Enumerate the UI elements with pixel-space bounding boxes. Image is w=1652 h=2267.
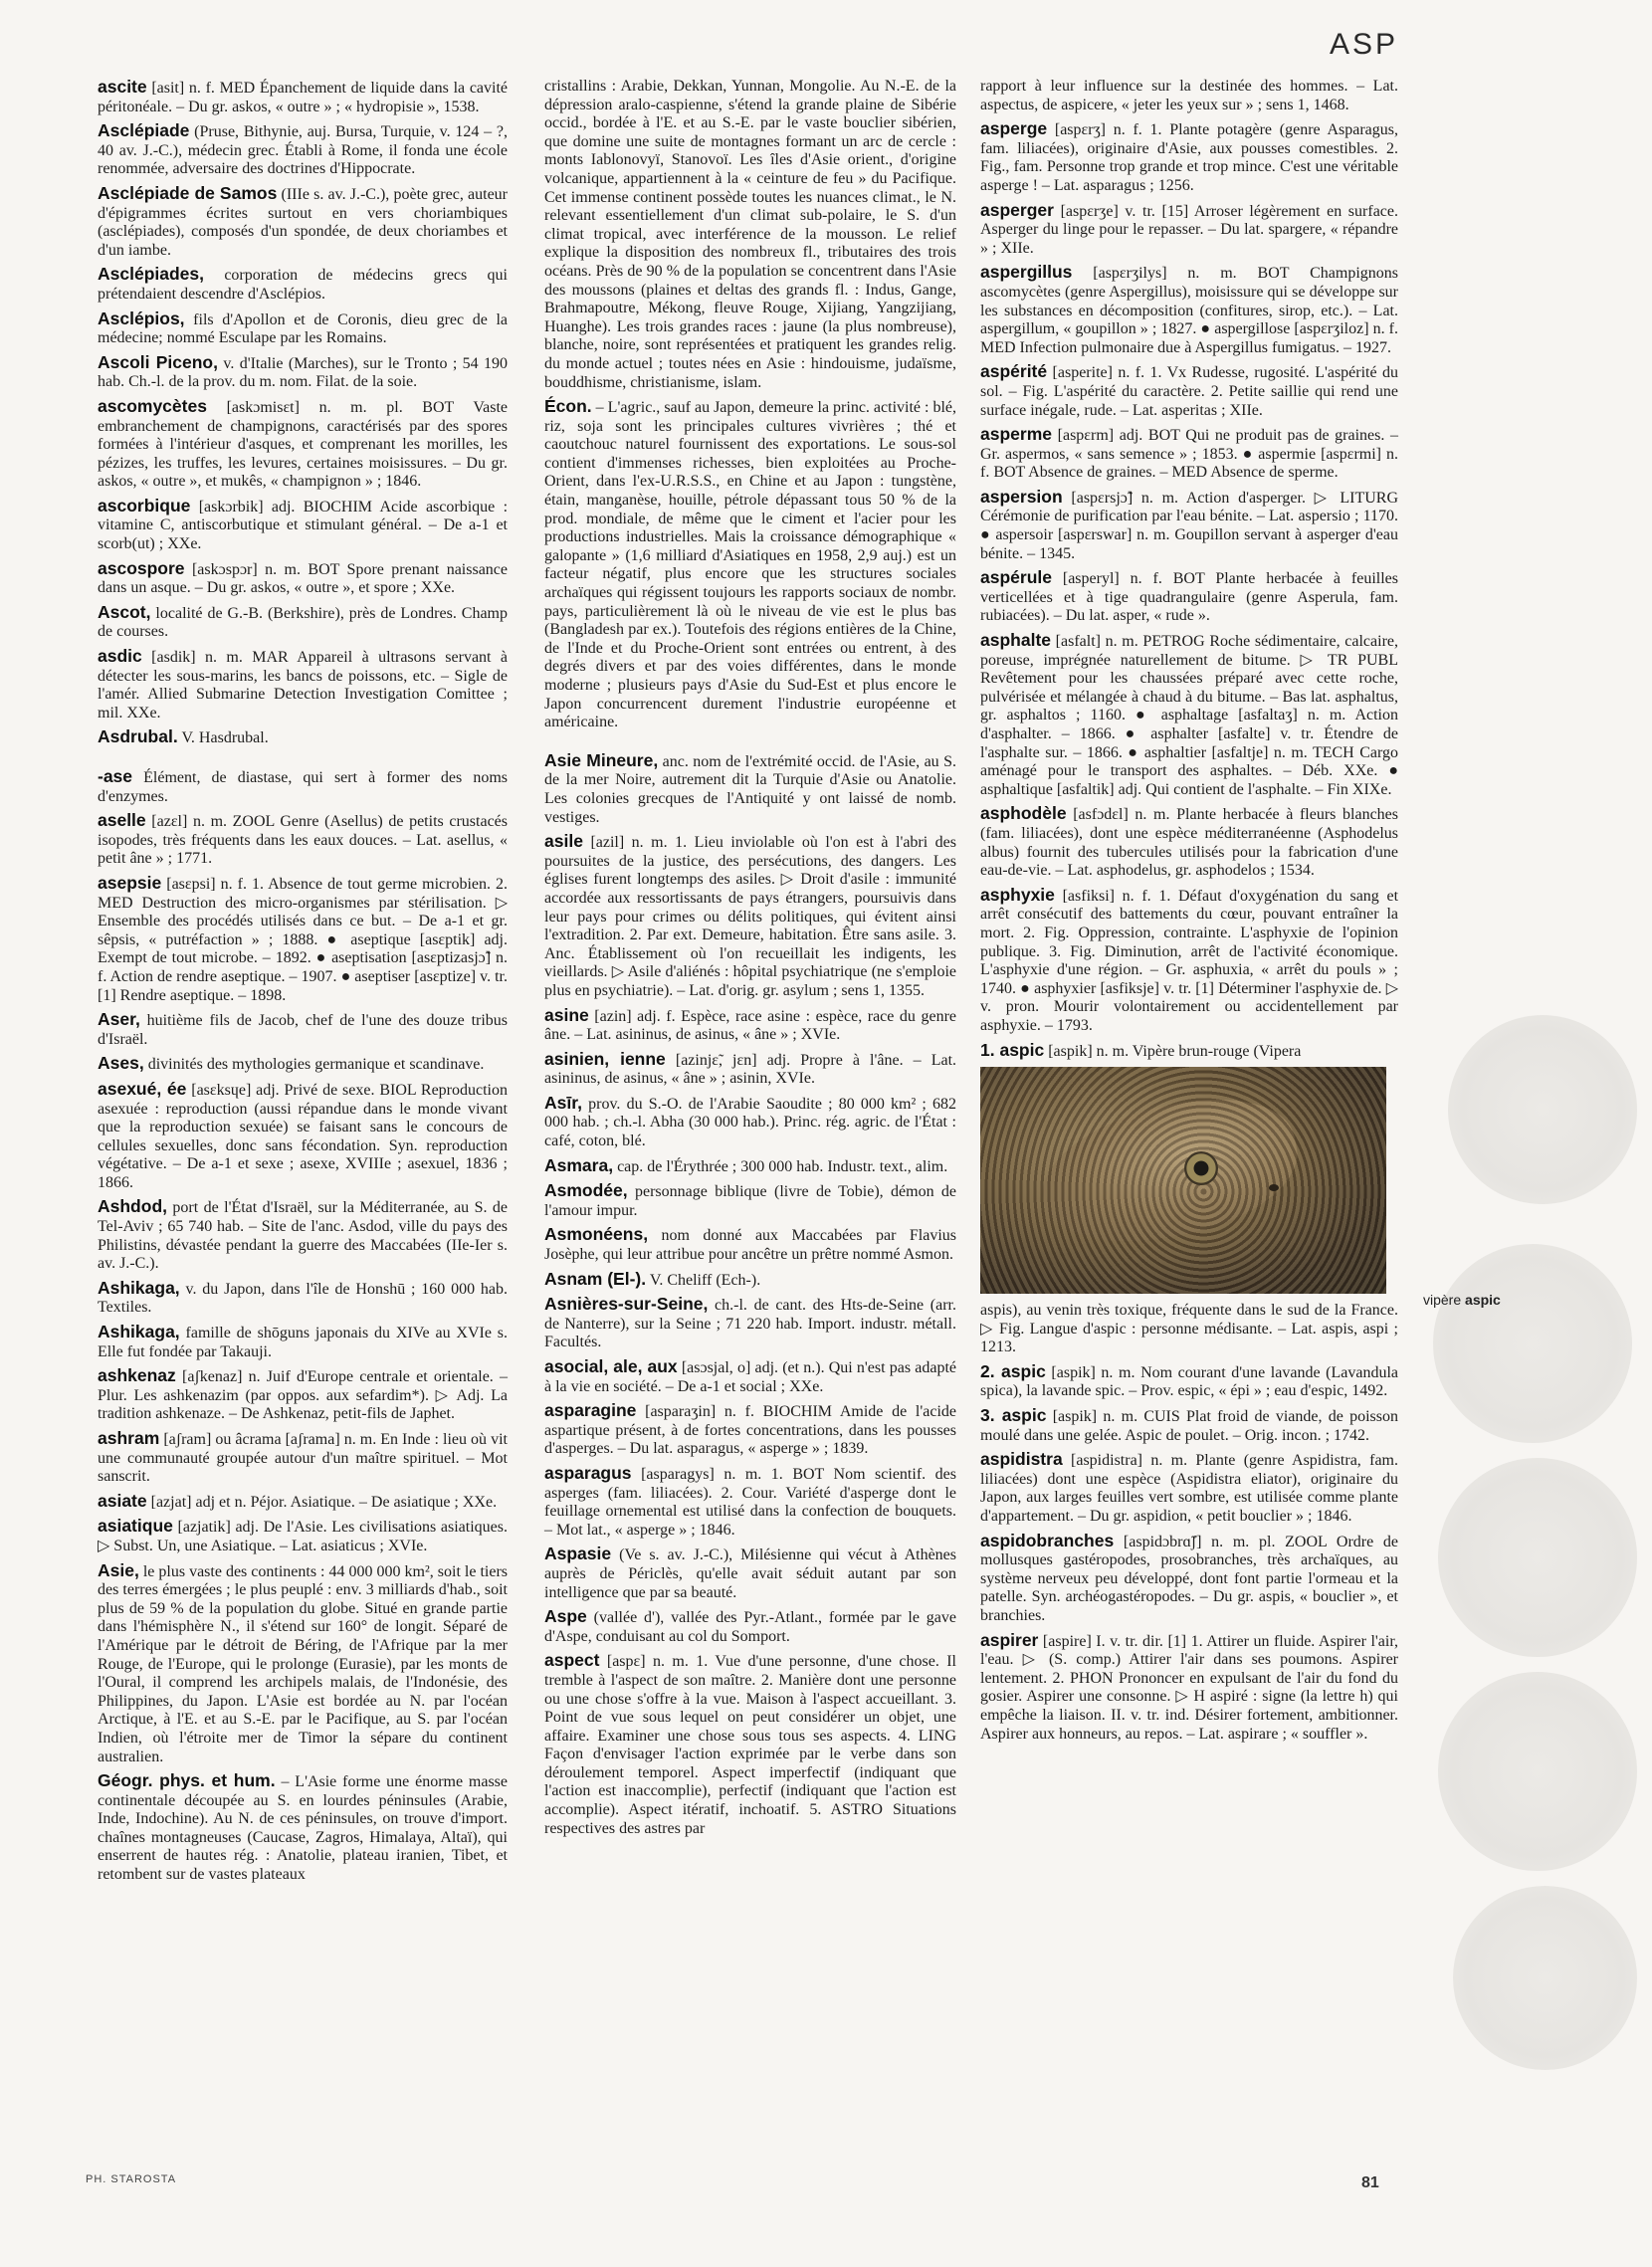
entry-definition: divinités des mythologies germanique et scandinave. xyxy=(147,1056,485,1074)
dictionary-entry xyxy=(980,1532,1398,1626)
entry-definition: [asdik] n. m. MAR Appareil à ultrasons servant à détecter les sous-marins, les bancs de poissons, etc. – Sigle de l'amér. Allied Submarine Detection Investigation Comittee ; mil. XXe. xyxy=(98,649,508,721)
entry-headword: asepsie xyxy=(98,872,162,893)
column-1 xyxy=(98,78,508,1890)
entry-headword: aspersion xyxy=(980,486,1063,507)
dictionary-entry xyxy=(980,119,1398,195)
entry-definition: (Pruse, Bithynie, auj. Bursa, Turquie, v. 124 – ?, 40 av. J.-C.), médecin grec. Établi à Rome, il fonda une école renommée, adversaire des doctrines d'Hippocrate. xyxy=(98,123,508,178)
entry-definition: [aspɛrʒe] v. tr. [15] Arroser légèrement en surface. Asperger du linge pour le repasser. – Du lat. spargere, « répandre » ; XIIe. xyxy=(980,202,1398,257)
entry-definition: anc. nom de l'extrémité occid. de l'Asie, au S. de la mer Noire, autrement dit la Turquie d'Asie ou Anatolie. Les colonies grecques de l'Antiquité y ont laissé de nomb. vestiges. xyxy=(544,752,956,826)
entry-headword: asexué, ée xyxy=(98,1078,187,1099)
dictionary-entry xyxy=(980,886,1398,1036)
entry-headword: asperger xyxy=(980,199,1054,220)
entry-headword: asiatique xyxy=(98,1516,173,1537)
dictionary-entry xyxy=(98,353,508,392)
dictionary-entry xyxy=(980,1631,1398,1745)
entry-definition: [asfɔdɛl] n. m. Plante herbacée à fleurs blanches (fam. liliacées), dont une espèce méditerranéenne (Asphodelus albus) fournit des tubercules utilisés pour la fabrication d'une eau-de-vie. – Lat. asphodelus, gr. asphodelos ; 1534. xyxy=(980,806,1399,880)
dictionary-entry xyxy=(98,767,508,806)
entry-headword: Asnam (El-). xyxy=(544,1268,647,1289)
dictionary-entry xyxy=(544,751,956,827)
entry-headword: asphyxie xyxy=(980,884,1055,905)
dictionary-entry xyxy=(544,1607,956,1646)
entry-definition: [aspɛrm] adj. BOT Qui ne produit pas de graines. – Gr. aspermos, « sans semence » ; 1853. ● aspermie [aspɛrmi] n. f. BOT Absence de graines. – MED Absence de sperme. xyxy=(980,427,1399,482)
snake-scales xyxy=(980,1067,1386,1294)
dictionary-entry xyxy=(980,568,1398,626)
entry-headword: asparagine xyxy=(544,1400,637,1421)
entry-headword: ascospore xyxy=(98,557,185,578)
entry-definition: [azjat] adj et n. Péjor. Asiatique. – De asiatique ; XXe. xyxy=(150,1493,498,1511)
entry-definition: localité de G.-B. (Berkshire), près de Londres. Champ de courses. xyxy=(98,604,508,641)
dictionary-entry xyxy=(98,647,508,722)
entry-definition: [aspidɔbrɑ̃ʃ] n. m. pl. ZOOL Ordre de mollusques gastéropodes, prosobranches, très archaïques, au système nerveux peu développé, dont font partie l'ormeau et la patelle. Syn. archéogastéropodes. – Du gr. aspis, « bouclier », et branchies. xyxy=(980,1533,1399,1624)
entry-definition: V. Cheliff (Ech-). xyxy=(649,1271,761,1289)
entry-headword: aspérule xyxy=(980,567,1052,588)
entry-headword: asperme xyxy=(980,424,1052,445)
entry-definition: [asparagys] n. m. 1. BOT Nom scientif. des asperges (fam. liliacées). 2. Cour. Variété d'asperge dont le feuillage ornemental est utilisé dans la confection de bouquets. – Mot lat., « asperge » ; 1846. xyxy=(544,1465,956,1539)
entry-headword: ascite xyxy=(98,77,147,97)
entry-headword: -ase xyxy=(98,766,133,786)
entry-headword: asine xyxy=(544,1004,589,1025)
dictionary-entry xyxy=(544,1270,956,1291)
dictionary-entry xyxy=(98,78,508,116)
entry-headword: asphodèle xyxy=(980,803,1067,824)
entry-definition: [asɛpsi] n. f. 1. Absence de tout germe microbien. 2. MED Destruction des micro-organismes par stérilisation. ▷ Ensemble des procédés utilisés dans ce but. – De a-1 et gr. sêpsis, « putréfaction » ; 1888. ● aseptique [asɛptik] adj. Exempt de tout microbe. – 1892. ● aseptisation [asɛptizasjɔ̃] n. f. Action de rendre aseptique. – 1907. ● aseptiser [asɛptize] v. tr. [1] Rendre aseptique. – 1898. xyxy=(98,875,509,1004)
dictionary-entry xyxy=(98,1366,508,1424)
entry-definition: [askɔrbik] adj. BIOCHIM Acide ascorbique : vitamine C, antiscorbutique et stimulant général. – De a-1 et scorb(ut) ; XXe. xyxy=(98,498,509,553)
dictionary-entry xyxy=(98,265,508,304)
dictionary-entry xyxy=(980,488,1398,563)
dictionary-entry xyxy=(98,1054,508,1075)
entry-definition: [azjatik] adj. De l'Asie. Les civilisations asiatiques. ▷ Subst. Un, une Asiatique. – Lat. asiaticus ; XVIe. xyxy=(98,1519,508,1554)
entry-definition: – L'Asie forme une énorme masse continentale découpée au S. en lourdes péninsules (Arabie, Inde, Indochine). Au N. de ces péninsules, on trouve d'import. chaînes montagneuses (Caucase, Zagros, Himalaya, Altaï), qui enserrent de hautes rég. : Anatolie, plateau iranien, Tibet, et retombent sur de vastes plateaux xyxy=(98,1773,509,1884)
dictionary-entry xyxy=(98,1429,508,1487)
dictionary-entry xyxy=(98,309,508,348)
entry-definition: aspis), au venin très toxique, fréquente dans le sud de la France. ▷ Fig. Langue d'aspic : personne médisante. – Lat. aspis, aspi ; 1213. xyxy=(980,1302,1398,1356)
entry-headword: aspidistra xyxy=(980,1449,1063,1470)
entry-headword: Asclépiade xyxy=(98,120,190,141)
entry-definition: [asfalt] n. m. PETROG Roche sédimentaire, calcaire, poreuse, imprégnée naturellement de bitume. ▷ TR PUBL Revêtement pour les chaussées préparé avec cette roche, pulvérisée et mélangée à chaud à du bitume. – Bas lat. asphaltus, gr. asphaltos ; 1160. ● asphaltage [asfaltaʒ] n. m. Action d'asphalter. – 1866. ● asphalter [asfalte] v. tr. Étendre de l'asphalte sur. – 1866. ● asphaltier [asfaltje] n. m. TECH Cargo aménagé pour le transport des asphaltes. – Déb. XXe. ● asphaltique [asfaltik] adj. Qui contient de l'asphalte. – Fin XIXe. xyxy=(980,633,1398,798)
watermark-seal xyxy=(1448,1015,1637,1204)
entry-headword: 3. aspic xyxy=(980,1405,1047,1426)
entry-definition: [asparaʒin] n. f. BIOCHIM Amide de l'acide aspartique présent, à de fortes concentrations, dans les pousses d'asperges. – Du lat. asparagus, « asperge » ; 1839. xyxy=(544,1403,956,1458)
dictionary-entry xyxy=(544,1094,956,1151)
dictionary-entry xyxy=(98,727,508,748)
entry-definition: (IIIe s. av. J.-C.), poète grec, auteur d'épigrammes écrites surtout en vers choriambiques (asclépiades), composés d'un spondée, de deux choriambes et d'un iambe. xyxy=(98,185,508,259)
entry-definition: [aspik] n. m. Vipère brun-rouge (Vipera xyxy=(1048,1042,1302,1060)
caption-prefix: vipère xyxy=(1423,1292,1462,1308)
entry-headword: Asie, xyxy=(98,1559,139,1580)
entry-headword: Asie Mineure, xyxy=(544,749,659,770)
dictionary-entry xyxy=(544,1401,956,1459)
entry-headword: Asmonéens, xyxy=(544,1224,649,1245)
entry-definition: [azin] adj. f. Espèce, race asine : espèce, race du genre âne. – Lat. asininus, de asinus, « âne » ; XVIe. xyxy=(544,1007,956,1044)
spacer xyxy=(98,753,508,767)
dictionary-entry xyxy=(980,78,1398,114)
entry-definition: [azɛl] n. m. ZOOL Genre (Asellus) de petits crustacés isopodes, très fréquents dans les eaux douces. – Lat. asellus, « petit âne » ; 1771. xyxy=(98,813,509,868)
entry-headword: Ashdod, xyxy=(98,1196,167,1217)
spacer xyxy=(544,737,956,751)
entry-definition: fils d'Apollon et de Coronis, dieu grec de la médecine; nommé Esculape par les Romains. xyxy=(98,310,508,347)
entry-definition: [askɔspɔr] n. m. BOT Spore prenant naissance dans un asque. – Du gr. askos, « outre », et spore ; XXe. xyxy=(98,560,508,597)
watermark-seal xyxy=(1438,1458,1637,1657)
entry-headword: Écon. xyxy=(544,396,592,417)
entry-headword: Aspasie xyxy=(544,1544,612,1564)
entry-definition: cristallins : Arabie, Dekkan, Yunnan, Mongolie. Au N.-E. de la dépression aralo-caspienne, s'étend la grande plaine de Sibérie occid., bordée à l'E. et au S.-E. par le vaste bouclier sibérien, que domine une suite de montagnes formant un arc de cercle : monts Iablonovyï, Stanovoï. Les îles d'Asie orient., d'origine volcanique, appartiennent à la « ceinture de feu » du Pacifique. Cet immense continent possède toutes les nuances climat., le N. relevant essentiellement d'un climat sub-polaire, le S. d'un climat tropical, avec interférence de la mousson. Le relief explique la disposition des nombreux fl., tributaires des trois océans. Près de 90 % de la population se concentrent dans l'Asie des moussons (plaines et deltas des grands fl. : Indus, Gange, Brahmapoutre, Mékong, fleuve Rouge, Xijiang, Yangzijiang, Huanghe). Les trois grandes races : jaune (la plus nombreuse), blanche, noire, sont représentées et pratiquent les grandes relig. du monde actuel ; toutes nées en Asie : hindouisme, judaïsme, bouddhisme, christianisme, islam. xyxy=(544,78,956,391)
entry-headword: Ascoli Piceno, xyxy=(98,351,218,372)
dictionary-entry xyxy=(980,1302,1398,1357)
dictionary-entry xyxy=(980,631,1398,799)
dictionary-entry xyxy=(98,1197,508,1273)
dictionary-entry xyxy=(544,832,956,1000)
entry-definition: [asperyl] n. f. BOT Plante herbacée à feuilles verticellées et à tige quadrangulaire (genre Asperula, fam. rubiacées). – Du lat. asper, « rude ». xyxy=(980,570,1399,625)
entry-definition: [aʃram] ou âcrama [aʃrama] n. m. En Inde : lieu où vit une communauté groupée autour d'un maître spirituel. – Mot sanscrit. xyxy=(98,1431,508,1486)
entry-definition: [aspidistra] n. m. Plante (genre Aspidistra, fam. liliacées) dont une espèce (Aspidistra eliator), originaire du Japon, aux larges feuilles vert sombre, est utilisée comme plante d'appartement. – Du gr. aspidion, « petit bouclier » ; 1846. xyxy=(980,1452,1398,1526)
entry-definition: nom donné aux Maccabées par Flavius Josèphe, qui leur attribue pour ancêtre un prêtre nommé Asmon. xyxy=(544,1227,956,1264)
entry-definition: [aspire] I. v. tr. dir. [1] 1. Attirer un fluide. Aspirer l'air, l'eau. ▷ (S. comp.) Attirer l'air dans ses poumons. Aspirer lentement. 2. PHON Prononcer en expulsant de l'air du fond du gosier. Aspirer une consonne. ▷ H aspiré : signe (la lettre h) qui empêche la liaison. II. v. tr. ind. Désirer fortement, ambitionner. Aspirer aux honneurs, au repos. – Lat. aspirare ; « souffler ». xyxy=(980,1632,1398,1743)
dictionary-entry xyxy=(980,1450,1398,1526)
dictionary-entry xyxy=(544,1181,956,1220)
dictionary-entry xyxy=(980,201,1398,259)
entry-definition: personnage biblique (livre de Tobie), démon de l'amour impur. xyxy=(544,1183,957,1219)
dictionary-entry xyxy=(98,874,508,1005)
entry-headword: Asīr, xyxy=(544,1092,582,1113)
dictionary-entry xyxy=(544,1464,956,1540)
entry-headword: 2. aspic xyxy=(980,1360,1046,1381)
dictionary-entry xyxy=(544,1545,956,1602)
entry-headword: aspérité xyxy=(980,361,1048,382)
dictionary-entry xyxy=(98,603,508,642)
entry-definition: ch.-l. de cant. des Hts-de-Seine (arr. de Nanterre), sur la Seine ; 71 220 hab. Import. industr. métall. Facultés. xyxy=(544,1297,956,1351)
entry-headword: asphalte xyxy=(980,630,1051,651)
dictionary-entry xyxy=(980,425,1398,483)
entry-headword: asperge xyxy=(980,118,1048,139)
entry-definition: [asit] n. f. MED Épanchement de liquide dans la cavité péritonéale. – Du gr. askos, « outre » ; « hydropisie », 1538. xyxy=(98,80,509,115)
dictionary-entry xyxy=(544,397,956,732)
entry-headword: aspirer xyxy=(980,1629,1039,1650)
dictionary-entry xyxy=(980,1406,1398,1445)
dictionary-entry xyxy=(98,1080,508,1193)
entry-definition: [askɔmisɛt] n. m. pl. BOT Vaste embranchement de champignons, caractérisés par des spores formées à l'intérieur d'asques, et comprenant les morilles, les pézizes, les truffes, les levures, certaines moisissures. – Du gr. askos, « outre », et mukês, « champignon » ; 1846. xyxy=(98,398,508,491)
entry-headword: asinien, ienne xyxy=(544,1048,666,1069)
entry-definition: – L'agric., sauf au Japon, demeure la princ. activité : blé, riz, soja sont les principales cultures vivrières ; thé et caoutchouc naturel fournissent des exportations. Le sous-sol contient d'immenses richesses, bien exploitées au Proche-Orient, dans l'ex-U.R.S.S., en Chine et au Japon : tungstène, étain, manganèse, houille, pétrole dépassant tous 50 % de la prod. mondiale, de même que le ciment et l'acier pour les productions industrielles. Mais la croissance démographique « galopante » (1,6 milliard d'Asiatiques en 1958, 2,9 auj.) est un facteur négatif, plus encore que les structures sociales archaïques qui régissent toujours les rapports sociaux de nombr. pays, particulièrement là où le niveau de vie est le plus bas (Bangladesh par ex.). Toutefois des régions entières de la Chine, de l'Inde et du Proche-Orient sont entrées ou entrent, à des degrés divers et par des voies différentes, dans le monde moderne ; plusieurs pays d'Asie du Sud-Est et plus encore le Japon concurrencent durement l'industrie européenne et américaine. xyxy=(544,399,957,731)
entry-headword: ashkenaz xyxy=(98,1365,176,1386)
watermark-seal xyxy=(1438,1672,1637,1871)
dictionary-entry xyxy=(98,397,508,492)
entry-definition: port de l'État d'Israël, sur la Méditerranée, au S. de Tel-Aviv ; 65 740 hab. – Site de l'anc. Asdod, ville du pays des Philistins, dévastée pendant la guerre des Maccabées (IIe-Ier s. av. J.-C.). xyxy=(98,1199,509,1273)
watermark-seal xyxy=(1453,1886,1637,2070)
entry-definition: [aspɛrsjɔ̃] n. m. Action d'asperger. ▷ LITURG Cérémonie de purification par l'eau bénite. – Lat. aspersio ; 1170. ● aspersoir [aspɛrswar] n. m. Goupillon servant à asperger d'eau bénite. – 1345. xyxy=(980,489,1399,562)
dictionary-entry xyxy=(980,1041,1398,1062)
entry-definition: (vallée d'), vallée des Pyr.-Atlant., formée par le gave d'Aspe, conduisant au col du Somport. xyxy=(544,1609,957,1645)
dictionary-entry xyxy=(98,1279,508,1318)
entry-headword: asocial, ale, aux xyxy=(544,1356,678,1376)
entry-definition: Élément, de diastase, qui sert à former des noms d'enzymes. xyxy=(98,769,509,805)
entry-headword: Asmara, xyxy=(544,1154,614,1175)
entry-headword: Asclépiade de Samos xyxy=(98,182,278,203)
entry-headword: Asclépios, xyxy=(98,308,185,328)
entry-definition: [asɔsjal, o] adj. (et n.). Qui n'est pas adapté à la vie en société. – De a-1 et social ; XXe. xyxy=(544,1359,956,1395)
entry-definition: [aspɛrʒ] n. f. 1. Plante potagère (genre Asparagus, fam. liliacées), originaire d'Asie, aux pousses comestibles. 2. Fig., fam. Personne trop grande et trop mince. C'est une véritable asperge ! – Lat. asparagus ; 1256. xyxy=(980,121,1399,194)
photo-credit: PH. STAROSTA xyxy=(86,2173,177,2185)
dictionary-entry xyxy=(544,1050,956,1089)
dictionary-entry xyxy=(544,78,956,392)
watermark-seal xyxy=(1433,1244,1632,1443)
entry-headword: Ascot, xyxy=(98,601,151,622)
dictionary-entry xyxy=(544,1651,956,1838)
entry-headword: Asdrubal. xyxy=(98,726,178,747)
column-3 xyxy=(980,78,1398,1749)
guide-word: ASP xyxy=(1329,28,1398,61)
entry-headword: aspidobranches xyxy=(980,1530,1115,1550)
entry-definition: [asɛksɥe] adj. Privé de sexe. BIOL Reproduction asexuée : reproduction (aussi répandue dans le monde vivant que la reproduction sexuée) se faisant sans le concours de cellules sexuelles, donc sans fécondation. Syn. reproduction végétative. – De a-1 et sexe ; asexe, XVIIIe ; asexuel, 1836 ; 1866. xyxy=(98,1081,508,1191)
page-number: 81 xyxy=(1361,2174,1379,2191)
entry-headword: Ashikaga, xyxy=(98,1322,180,1342)
entry-definition: corporation de médecins grecs qui prétendaient descendre d'Asclépios. xyxy=(98,267,509,303)
column-2 xyxy=(544,78,956,1843)
entry-definition: [asfiksi] n. f. 1. Défaut d'oxygénation du sang et arrêt consécutif des battements du cœur, pouvant entraîner la mort. 2. Fig. Oppression, contrainte. L'asphyxie de l'opinion publique. 3. Fig. Diminution, arrêt de l'activité économique. L'asphyxie d'une région. – Gr. asphuxia, « arrêt du pouls » ; 1740. ● asphyxier [asfiksje] v. tr. [1] Déterminer l'asphyxie de. ▷ v. pron. Mourir volontairement ou accidentellement par asphyxie. – 1793. xyxy=(980,887,1399,1034)
entry-headword: asiate xyxy=(98,1490,147,1511)
dictionary-entry xyxy=(98,1323,508,1361)
dictionary-entry xyxy=(98,184,508,260)
entry-definition: [aspik] n. m. CUIS Plat froid de viande, de poisson moulé dans une gelée. Aspic de poulet. – Orig. incon. ; 1742. xyxy=(980,1408,1398,1444)
entry-definition: [azinjɛ̃, jɛn] adj. Propre à l'âne. – Lat. asininus, de asinus, « âne » ; asinin, XVIe. xyxy=(544,1051,957,1088)
entry-definition: huitième fils de Jacob, chef de l'une des douze tribus d'Israël. xyxy=(98,1012,509,1048)
dictionary-entry xyxy=(544,1225,956,1264)
entry-headword: ashram xyxy=(98,1428,160,1448)
entry-headword: Ases, xyxy=(98,1053,144,1074)
entry-headword: 1. aspic xyxy=(980,1039,1045,1060)
entry-definition: [aspɛ] n. m. 1. Vue d'une personne, d'une chose. Il tremble à l'aspect de son maître. 2. Manière dont une personne ou une chose s'offre à la vue. Maison à l'aspect accueillant. 3. Point de vue sous lequel on peut considérer un objet, une affaire. Examiner une chose sous tous ses aspects. 4. LING Façon d'envisager l'action exprimée par le verbe dans son déroulement temporel. Aspect imperfectif (indiquant que l'action est inaccomplie), perfectif (indiquant que l'action est accomplie). Aspect itératif, inchoatif. 5. ASTRO Situations respectives des astres par xyxy=(544,1653,956,1837)
entry-definition: rapport à leur influence sur la destinée des hommes. – Lat. aspectus, de aspicere, « jeter les yeux sur » ; sens 1, 1468. xyxy=(980,78,1398,113)
dictionary-entry xyxy=(544,1295,956,1352)
entry-headword: Ashikaga, xyxy=(98,1277,180,1298)
entry-definition: [aspik] n. m. Nom courant d'une lavande (Lavandula spica), la lavande spic. – Prov. espic, « épi » ; eau d'espic, 1492. xyxy=(980,1363,1398,1400)
entry-headword: Aspe xyxy=(544,1606,587,1627)
entry-headword: ascorbique xyxy=(98,495,191,515)
dictionary-entry xyxy=(98,1517,508,1555)
entry-headword: asdic xyxy=(98,646,142,667)
entry-headword: asparagus xyxy=(544,1462,632,1483)
entry-definition: (Ve s. av. J.-C.), Milésienne qui vécut à Athènes auprès de Périclès, qu'elle avait séduit autant par son intelligence que par sa beauté. xyxy=(544,1546,957,1601)
dictionary-entry xyxy=(98,1010,508,1049)
dictionary-entry xyxy=(544,1006,956,1045)
entry-definition: famille de shōguns japonais du XIVe au XVIe s. Elle fut fondée par Takauji. xyxy=(98,1325,509,1360)
entry-definition: v. d'Italie (Marches), sur le Tronto ; 54 190 hab. Ch.-l. de la prov. du m. nom. Filat. de la soie. xyxy=(98,354,509,391)
dictionary-entry xyxy=(98,1561,508,1767)
entry-definition: [aʃkenaz] n. Juif d'Europe centrale et orientale. – Plur. Les ashkenazim (par oppos. aux sefardim*). ▷ Adj. La tradition ashkenaze. – De Ashkenaz, petit-fils de Japhet. xyxy=(98,1368,508,1423)
entry-definition: prov. du S.-O. de l'Arabie Saoudite ; 80 000 km² ; 682 000 hab. ; ch.-l. Abha (30 000 hab.). Princ. rég. agric. de l'État : café, coton, blé. xyxy=(544,1095,957,1150)
entry-headword: Géogr. phys. et hum. xyxy=(98,1770,276,1791)
dictionary-entry xyxy=(980,1362,1398,1401)
entry-headword: Asnières-sur-Seine, xyxy=(544,1294,709,1315)
entry-headword: asile xyxy=(544,831,583,852)
dictionary-entry xyxy=(544,1156,956,1177)
entry-headword: aspergillus xyxy=(980,262,1073,283)
entry-headword: Aser, xyxy=(98,1009,140,1030)
dictionary-entry xyxy=(980,362,1398,420)
dictionary-entry xyxy=(98,811,508,869)
dictionary-entry xyxy=(544,1357,956,1396)
dictionary-entry xyxy=(980,804,1398,880)
dictionary-entry xyxy=(98,121,508,179)
caption-word: aspic xyxy=(1465,1292,1501,1308)
entry-definition: le plus vaste des continents : 44 000 000 km², soit le tiers des terres émergées ; le plus peuplé : env. 3 milliards d'hab., soit plus de 59 % de la population du globe. Situé en grande partie dans l'hémisphère N., il s'étend sur 160° de longit. Séparé de l'Amérique par le détroit de Béring, de l'Afrique par la mer Rouge, de l'Europe, qui le prolonge (Eurasie), par les monts de l'Oural, il comprend les archipels malais, de l'Indonésie, des Philippines, du Japon. L'Asie est bordée au N. par l'océan Arctique, à l'E. et au S.-E. par le Pacifique, au S. par l'océan Indien, où l'étroite mer de Timor la sépare du continent australien. xyxy=(98,1562,509,1765)
entry-headword: aspect xyxy=(544,1650,600,1671)
viper-photo xyxy=(980,1067,1386,1294)
entry-headword: Asmodée, xyxy=(544,1180,628,1201)
figure-caption xyxy=(1423,1292,1501,1308)
dictionary-entry xyxy=(98,559,508,598)
entry-definition: cap. de l'Érythrée ; 300 000 hab. Industr. text., alim. xyxy=(617,1157,948,1175)
dictionary-entry xyxy=(980,263,1398,357)
entry-headword: aselle xyxy=(98,810,146,831)
entry-headword: Asclépiades, xyxy=(98,264,204,285)
entry-headword: ascomycètes xyxy=(98,395,207,416)
entry-definition: [azil] n. m. 1. Lieu inviolable où l'on est à l'abri des poursuites de la justice, des persécutions, des dangers. Les églises furent longtemps des asiles. ▷ Droit d'asile : immunité accordée aux ressortissants de pays étrangers, poursuivis dans leur pays pour crimes ou délits politiques, qui évitent ainsi l'extradition. 2. Par ext. Demeure, habitation. Être sans asile. 3. Anc. Établissement où l'on recueillait les indigents, les vieillards. ▷ Asile d'aliénés : hôpital psychiatrique (ne s'emploie plus en psychiatrie). – Lat. d'orig. gr. asylum ; sens 1, 1355. xyxy=(544,834,957,999)
snake-eye xyxy=(1184,1151,1218,1185)
entry-definition: V. Hasdrubal. xyxy=(181,729,269,747)
entry-definition: [aspɛrʒilys] n. m. BOT Champignons ascomycètes (genre Aspergillus), moisissure qui se développe sur les substances en décomposition (confitures, sirop, etc.). – Lat. aspergillum, « goupillon » ; 1827. ● aspergillose [aspɛrʒiloz] n. f. MED Infection pulmonaire due à Aspergillus fumigatus. – 1927. xyxy=(980,265,1398,356)
dictionary-entry xyxy=(98,1771,508,1885)
dictionary-entry xyxy=(98,1492,508,1513)
entry-definition: v. du Japon, dans l'île de Honshū ; 160 000 hab. Textiles. xyxy=(98,1280,508,1317)
dictionary-entry xyxy=(98,497,508,554)
entry-definition: [asperite] n. f. 1. Vx Rudesse, rugosité. L'aspérité du sol. – Fig. L'aspérité du caractère. 2. Petite saillie qui rend une surface inégale, rude. – Lat. asperitas ; XIIe. xyxy=(980,364,1399,419)
